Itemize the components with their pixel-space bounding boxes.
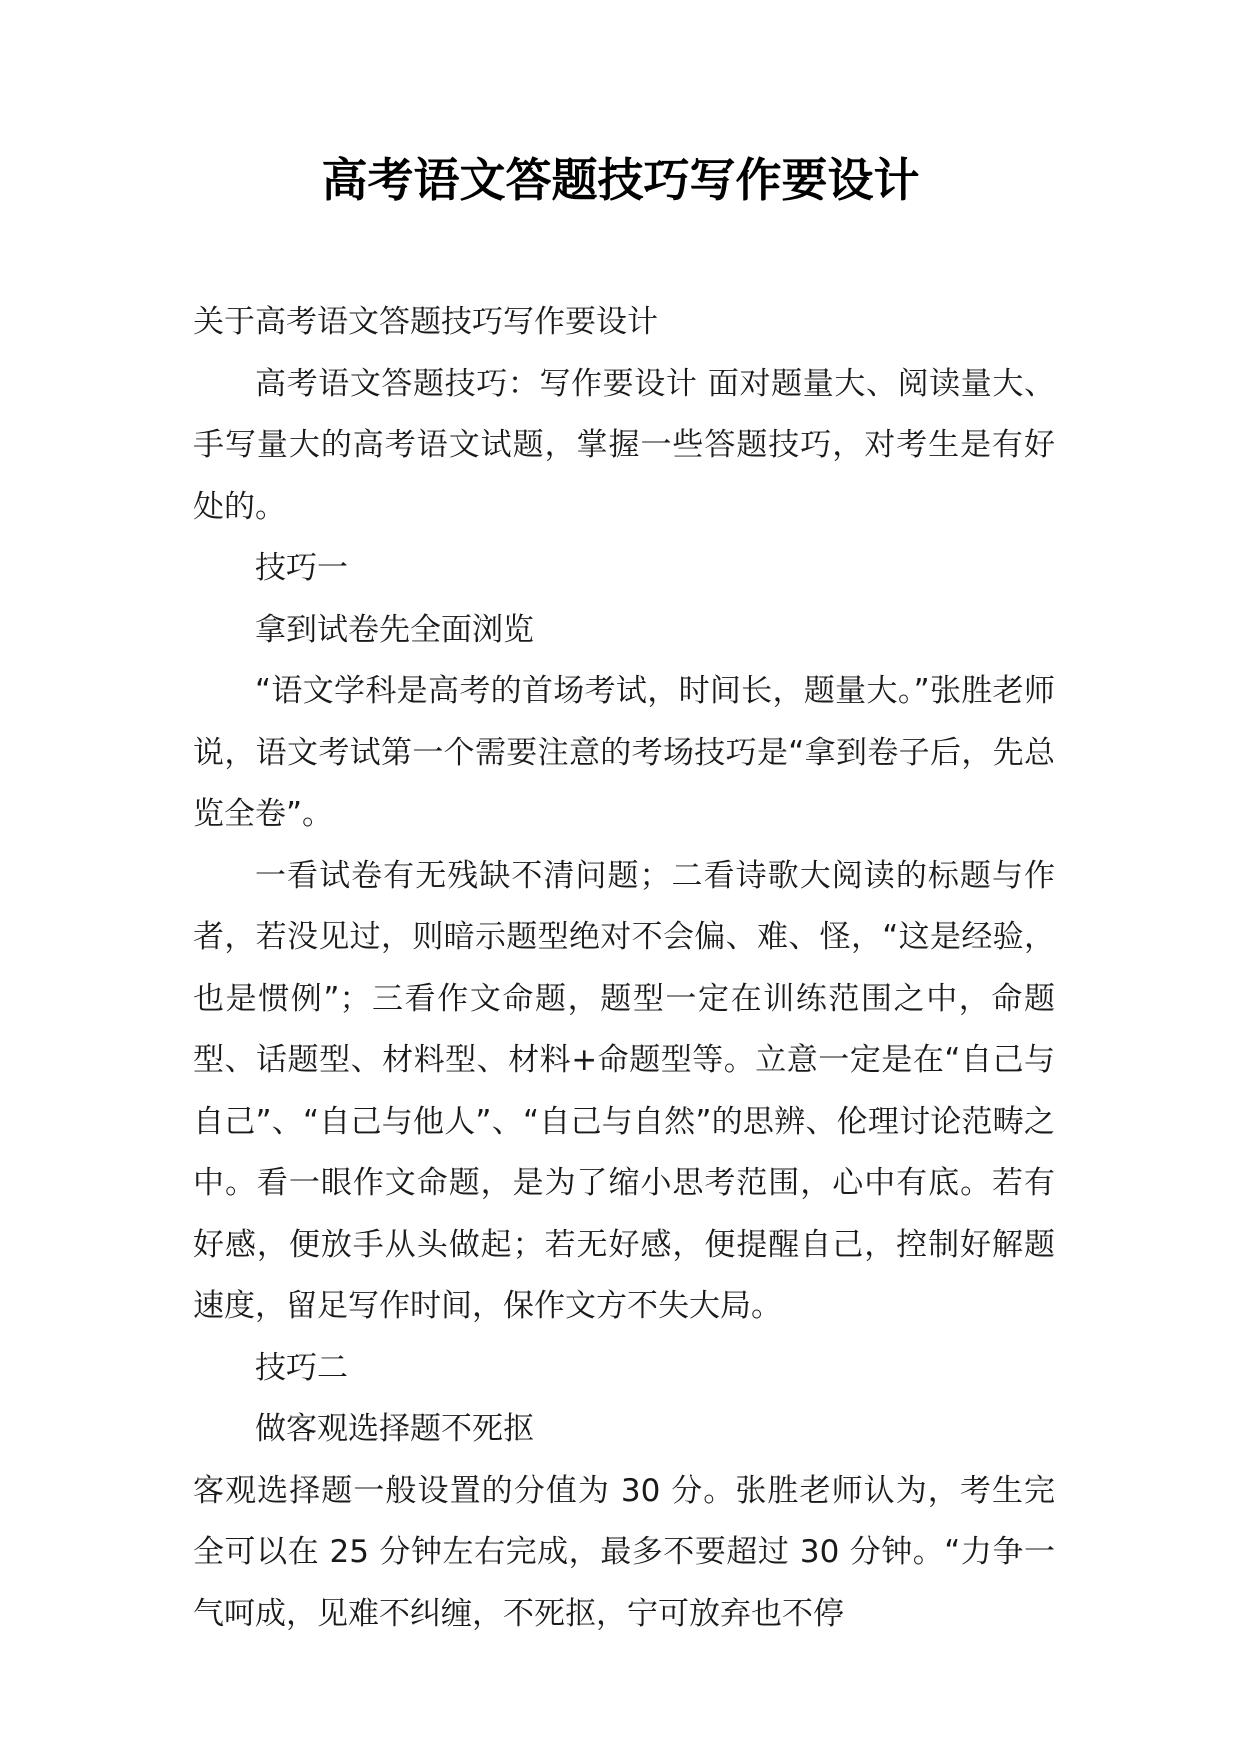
paragraph-intro: 高考语文答题技巧：写作要设计 面对题量大、阅读量大、手写量大的高考语文试题，掌握一些答题技巧，对考生是有好处的。 xyxy=(193,365,1055,525)
heading-tip-one: 技巧一 xyxy=(255,550,348,586)
heading-tip-two: 技巧二 xyxy=(255,1349,348,1386)
paragraph-quote: “语文学科是高考的首场考试，时间长，题量大。”张胜老师说，语文考试第一个需要注意的考场技巧是“拿到卷子后，先总览全卷”。 xyxy=(193,673,1055,832)
document-title: 高考语文答题技巧写作要设计 xyxy=(321,153,920,207)
subheading-tip-two: 做客观选择题不死抠 xyxy=(255,1411,534,1447)
paragraph-subtitle: 关于高考语文答题技巧写作要设计 xyxy=(193,304,658,340)
subheading-tip-one: 拿到试卷先全面浏览 xyxy=(255,611,534,648)
paragraph-three-looks: 一看试卷有无残缺不清问题；二看诗歌大阅读的标题与作者，若没见过，则暗示题型绝对不会偏、难、怪，“这是经验，也是惯例”；三看作文命题，题型一定在训练范围之中，命题型、话题型、材料型、材料+命题型等。立意一定是在“自己与自己”、“自己与他人”、“自己与自然”的思辨、伦理讨论范畴之中。看一眼作文命题，是为了缩小思考范围，心中有底。若有好感，便放手从头做起；若无好感，便提醒自己，控制好解题速度，留足写作时间，保作文方不失大局。 xyxy=(193,857,1055,1324)
paragraph-objective-questions: 客观选择题一般设置的分值为 30 分。张胜老师认为，考生完全可以在 25 分钟左右完成，最多不要超过 30 分钟。“力争一气呵成，见难不纠缠，不死抠，宁可放弃也不停 xyxy=(193,1472,1055,1632)
document-body xyxy=(193,292,1055,1645)
